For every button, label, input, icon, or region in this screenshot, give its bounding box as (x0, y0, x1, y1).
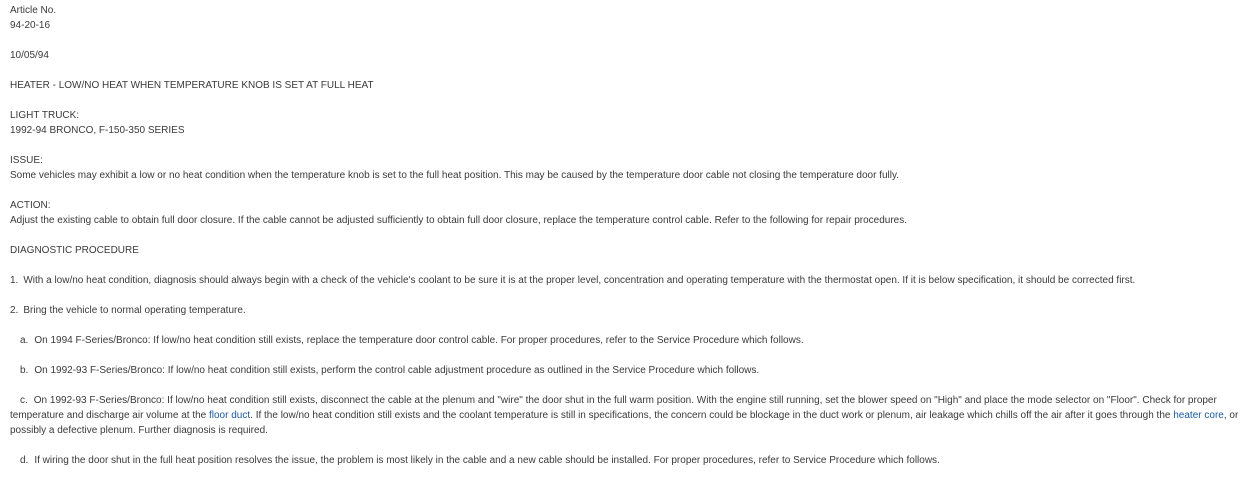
issue-text: Some vehicles may exhibit a low or no heat condition when the temperature knob is set to the full heat position. This may be caused by the temperature door cable not closing the temperature door fully. (10, 170, 900, 181)
diagnostic-substep (10, 363, 1250, 378)
heater-core-link[interactable]: heater core (1173, 410, 1224, 421)
article-title: HEATER - LOW/NO HEAT WHEN TEMPERATURE KNOB IS SET AT FULL HEAT (10, 80, 374, 91)
substep-text: , or possibly a defective plenum. Further diagnosis is required. (10, 410, 1239, 436)
substep-letter: c. (20, 395, 28, 406)
substep-text: . If the low/no heat condition still exists and the coolant temperature is still in specifications, the concern could be blockage in the duct work or plenum, air leakage which chills off the air after it goes through the (250, 410, 1174, 421)
article-number: 94-20-16 (10, 20, 51, 31)
article-date: 10/05/94 (10, 50, 49, 61)
substep-text: On 1994 F-Series/Bronco: If low/no heat condition still exists, replace the temperature door control cable. For proper procedures, refer to the Service Procedure which follows. (34, 335, 804, 346)
diagnostic-substep (10, 333, 1250, 348)
diagnostic-heading: DIAGNOSTIC PROCEDURE (10, 245, 139, 256)
floor-duct-link[interactable]: floor duct (209, 410, 251, 421)
substep-text: On 1992-93 F-Series/Bronco: If low/no heat condition still exists, perform the control cable adjustment procedure as outlined in the Service Procedure which follows. (34, 365, 760, 376)
substep-letter: b. (20, 365, 29, 376)
step-number: 2. (10, 305, 19, 316)
vehicle-label: LIGHT TRUCK: (10, 110, 80, 121)
step-text: Bring the vehicle to normal operating temperature. (23, 305, 246, 316)
diagnostic-substep (10, 393, 1250, 438)
diagnostic-step (10, 303, 1250, 318)
action-label: ACTION: (10, 200, 51, 211)
step-number: 1. (10, 275, 19, 286)
step-text: With a low/no heat condition, diagnosis should always begin with a check of the vehicle's coolant to be sure it is at the proper level, concentration and operating temperature with the thermostat open. If it is below specification, it should be corrected first. (23, 275, 1136, 286)
substep-letter: a. (20, 335, 29, 346)
substep-text: On 1992-93 F-Series/Bronco: If low/no heat condition still exists, disconnect the cable at the plenum and "wire" the door shut in the full warm position. With the engine still running, set the blower speed on "High" and place the mode selector on "Floor". Check for proper temperature and discharge air volume at the (10, 395, 1217, 421)
issue-label: ISSUE: (10, 155, 43, 166)
substep-text: If wiring the door shut in the full heat position resolves the issue, the problem is most likely in the cable and a new cable should be installed. For proper procedures, refer to Service Procedure which follows. (34, 455, 940, 466)
action-text: Adjust the existing cable to obtain full door closure. If the cable cannot be adjusted sufficiently to obtain full door closure, replace the temperature control cable. Refer to the following for repair procedures. (10, 215, 907, 226)
service-article (10, 3, 1250, 468)
diagnostic-step (10, 273, 1250, 288)
diagnostic-substep (10, 453, 1250, 468)
vehicle-models: 1992-94 BRONCO, F-150-350 SERIES (10, 125, 185, 136)
article-number-label: Article No. (10, 5, 57, 16)
substep-letter: d. (20, 455, 29, 466)
